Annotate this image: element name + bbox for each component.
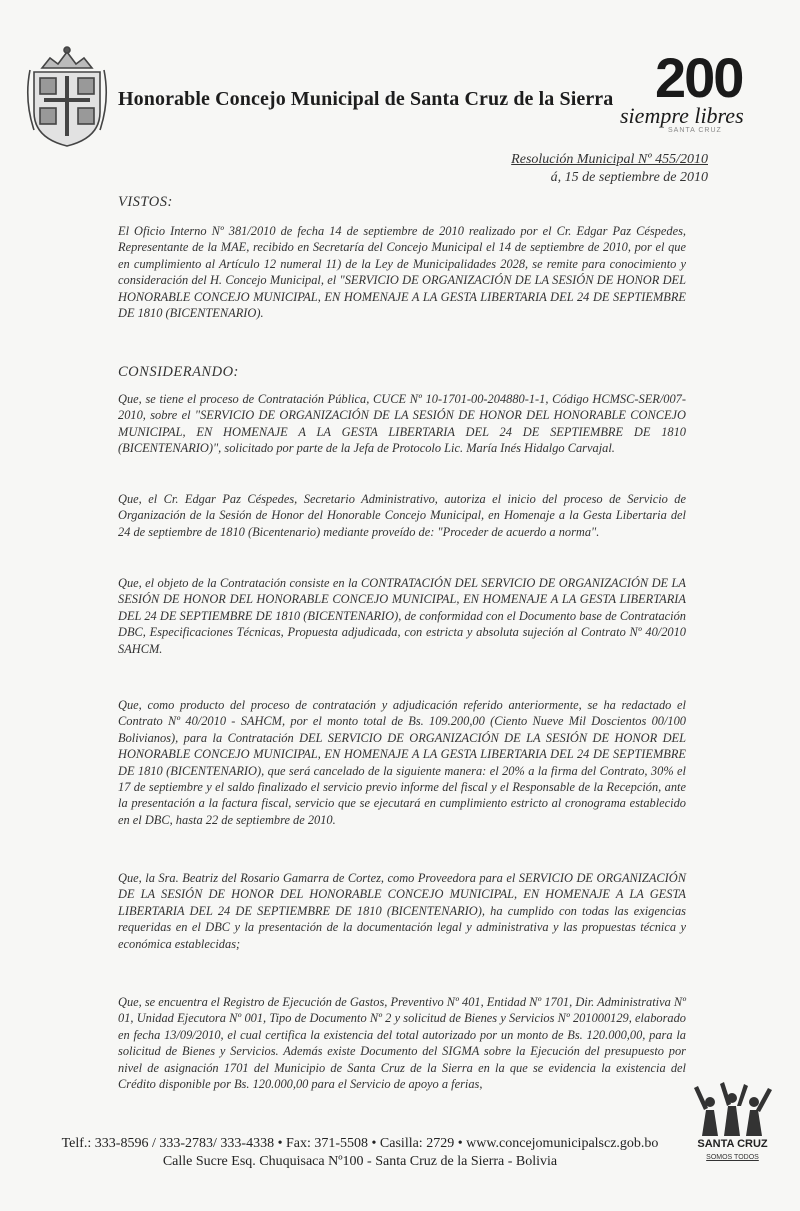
vistos-heading: VISTOS: bbox=[118, 194, 173, 210]
bicentenary-logo bbox=[610, 45, 790, 145]
considerando-paragraph: Que, se encuentra el Registro de Ejecución de Gastos, Preventivo Nº 401, Entidad Nº 1701, Dir. Administrativa Nº 01, Unidad Ejecutora Nº 001, Tipo de Documento Nº 2 y solicitud de Bienes y Servicios Nº 201000129, elaborado en fecha 13/09/2010, el cual certifica la existencia del total autorizado por un monto de Bs. 120.000,00, para la solicitud de Bienes y Servicios. Además existe Documento del SIGMA sobre la Ejecución del presupuesto por nivel de asignación 1701 del Municipio de Santa Cruz de la Sierra en la que se evidencia la existencia del Crédito disponible por Bs. 120.000,00 para el Servicio de apoyo a ferias, bbox=[118, 995, 686, 1092]
considerando-paragraph: Que, el Cr. Edgar Paz Céspedes, Secretario Administrativo, autoriza el inicio del proceso de Servicio de Organización de la Sesión de Honor del Honorable Concejo Municipal, en Homenaje a la Gesta Libertaria del 24 de septiembre de 1810 (Bicentenario) mediante proveído de: "Proceder de acuerdo a norma". bbox=[118, 492, 686, 539]
bicentenary-sub: SANTA CRUZ bbox=[668, 127, 722, 134]
resolution-date: á, 15 de septiembre de 2010 bbox=[550, 170, 708, 185]
vistos-paragraph: El Oficio Interno Nº 381/2010 de fecha 14 de septiembre de 2010 realizado por el Cr. Edgar Paz Céspedes, Representante de la MAE, recibido en Secretaría del Concejo Municipal el 14 de septiembre de 2010, por el que en cumplimiento al Artículo 12 numeral 11) de la Ley de Municipalidades 2028, se remite para conocimiento y consideración del H. Concejo Municipal, el "SERVICIO DE ORGANIZACIÓN DE LA SESIÓN DE HONOR DEL HONORABLE CONCEJO MUNICIPAL, EN HOMENAJE A LA GESTA LIBERTARIA DEL 24 DE SEPTIEMBRE DE 1810 (BICENTENARIO). bbox=[118, 224, 686, 321]
bicentenary-number: 200 bbox=[655, 46, 743, 109]
considerando-paragraph: Que, como producto del proceso de contratación y adjudicación referido anteriormente, se ha redactado el Contrato Nº 40/2010 - SAHCM, por el monto total de Bs. 109.200,00 (Ciento Nueve Mil Doscientos 00/100 Bolivianos), para la Contratación DEL SERVICIO DE ORGANIZACIÓN DE LA SESIÓN DE HONOR DEL HONORABLE CONCEJO MUNICIPAL, EN HOMENAJE A LA GESTA LIBERTARIA DEL 24 DE SEPTIEMBRE DE 1810 (BICENTENARIO), que será cancelado de la siguiente manera: el 20% a la firma del Contrato, 30% el 17 de septiembre y el saldo finalizado el servicio previo informe del fiscal y el Responsable de la Recepción, ante la presentación a la factura fiscal, servicio que se ejecutará en cumplimiento estricto al cronograma establecido en el DBC, hasta 22 de septiembre de 2010. bbox=[118, 698, 686, 827]
logo-name: SANTA CRUZ bbox=[697, 1138, 768, 1150]
considerando-paragraph: Que, la Sra. Beatriz del Rosario Gamarra de Cortez, como Proveedora para el SERVICIO DE ORGANIZACIÓN DE LA SESIÓN DE HONOR DEL HONORABLE CONCEJO MUNICIPAL, EN HOMENAJE A LA GESTA LIBERTARIA DEL 24 DE SEPTIEMBRE DE 1810 (BICENTENARIO), ha cumplido con todas las exigencias requeridas en el DBC y la presentación de la documentación legal y administrativa y las propuestas técnica y económica establecidas; bbox=[118, 871, 686, 951]
resolution-heading bbox=[511, 152, 708, 186]
logo-slogan: SOMOS TODOS bbox=[706, 1154, 759, 1161]
people-figures-icon bbox=[690, 1080, 775, 1138]
resolution-title: Resolución Municipal Nº 455/2010 bbox=[511, 152, 708, 167]
considerando-paragraph: Que, se tiene el proceso de Contratación Pública, CUCE Nº 10-1701-00-204880-1-1, Código HCMSC-SER/007-2010, sobre el "SERVICIO DE ORGANIZACIÓN DE LA SESIÓN DE HONOR DEL HONORABLE CONCEJO MUNICIPAL, EN HOMENAJE A LA GESTA LIBERTARIA DEL 24 DE SEPTIEMBRE DE 1810 (BICENTENARIO)", solicitado por parte de la Jefa de Protocolo Lic. María Inés Hidalgo Carvajal. bbox=[118, 392, 686, 456]
santa-cruz-logo bbox=[690, 1080, 775, 1175]
considerando-heading: CONSIDERANDO: bbox=[118, 364, 239, 380]
considerando-paragraph: Que, el objeto de la Contratación consiste en la CONTRATACIÓN DEL SERVICIO DE ORGANIZACIÓN DE LA SESIÓN DE HONOR DEL HONORABLE CONCEJO MUNICIPAL, EN HOMENAJE A LA GESTA LIBERTARIA DEL 24 DE SEPTIEMBRE DE 1810 (BICENTENARIO), de conformidad con el Documento base de Contratación DBC, Especificaciones Técnicas, Propuesta adjudicada, con estricta y absoluta sujeción al Contrato Nº 40/2010 SAHCM. bbox=[118, 576, 686, 656]
bicentenary-script: siempre libres bbox=[620, 103, 744, 128]
organization-title: Honorable Concejo Municipal de Santa Cruz de la Sierra bbox=[118, 88, 614, 110]
footer-address: Calle Sucre Esq. Chuquisaca Nº100 - Santa Cruz de la Sierra - Bolivia bbox=[162, 1154, 558, 1169]
footer-contact: Telf.: 333-8596 / 333-2783/ 333-4338 • Fax: 371-5508 • Casilla: 2729 • www.concejomunicipalscz.gob.bo bbox=[61, 1136, 659, 1151]
coat-of-arms-icon bbox=[20, 40, 115, 150]
